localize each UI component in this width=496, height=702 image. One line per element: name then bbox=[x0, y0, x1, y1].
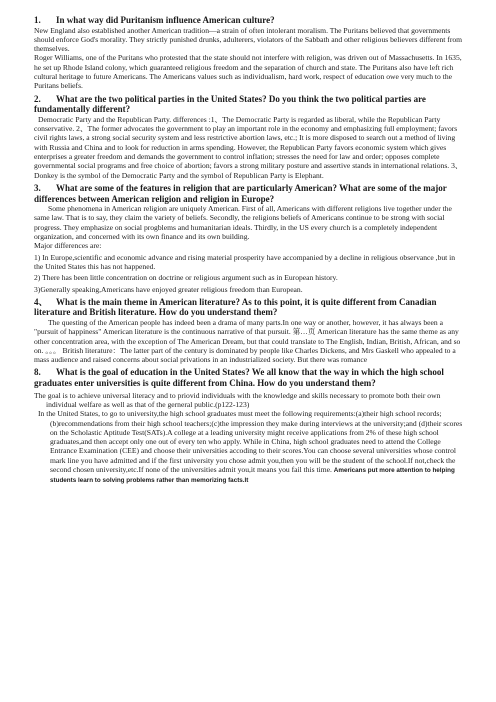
section-8-paragraph-2: In the United States, to go to university,the high school graduates must meet the following requirements:(a)their high school records;(b)recommendations from their high school teachers;(c)the impression they make during interviews at the university;and (d)their scores on the Scholastic Aptitude Test(SATs).A college at a leading university might receive applications from 2% of these high school graduates,and then accept only one out of every ten who apply. While in China, high school graduates need to attend the College Entrance Examination (CEE) and choose their universities accoding to their scores.You can choose several universities whose control mark line you have admitted and if the first university you chose admit you,then you will be the student of the school.If not,check the second chosen university,etc.If none of the universities admit you,it means you fail this time. bbox=[38, 409, 463, 475]
section-1-paragraph-1: New England also established another American tradition—a strain of often intolerant moralism. The Puritans believed that governments should enforce God's morality. They strictly punished drunks, adulterers, violators of the Sabbath and other religious believers different from themselves. bbox=[34, 25, 463, 54]
section-4-heading bbox=[34, 297, 466, 318]
section-4-paragraph-1: The questing of the American people has indeed been a drama of many parts.In one way or another, however, it has always been a "pursuit of happiness" American literature is the continuous narrative of that pursuit. 第…页 American literature has the same theme as any other concentration area, with the exception of The American Dream, but that could translate to The English, Indian, British, African, and so on. 。。。 British literature：The latter part of the century is dominated by people like Charles Dickens, and Mrs Gaskell who appealed to a mass audience and raised concerns about social privations in an industrialized society. But there was romance bbox=[34, 317, 461, 365]
section-8-paragraph-1: The goal is to achieve universal literacy and to priovid individuals with the knowledge and skills necessary to promote both their own individual welfare as well as that of the gerneral public.(p122-123) bbox=[34, 390, 441, 409]
section-2-paragraph-1: Democratic Party and the Republican Party. differences :1、The Democratic Party is regarded as liberal, while the Republican Party conservative. 2、The former advocates the government to play an important role in the economy and emphasizing full employment; favors civil rights laws, a strong social security system and less restrictive abortion laws, etc.; It is more disposed to search out a method of living with Russia and China and to look for reduction in arms spending. However, the Republican Party favors economic system which gives enterprises a greater freedom and demands the government to control inflation; stresses the need for law and order; opposes complete governmental social programs and free choice of abortion; favors a strong military posture and assertive stands in international relations. 3、Donkey is the symbol of the Democratic Party and the symbol of Republican Party is Elephant. bbox=[34, 114, 463, 180]
section-8-paragraph-2-wrap bbox=[38, 409, 466, 485]
section-3-number: 3. bbox=[34, 182, 41, 193]
section-2 bbox=[34, 94, 466, 180]
section-3 bbox=[34, 183, 466, 294]
section-1-paragraph-2: Roger Williams, one of the Puritans who protested that the state should not interfere with religion, was driven out of Massachusetts. In 1635, he set up Rhode Island colony, which guaranteed religious freedom and the separation of church and state. The Puritans also have left rich cultural heritage to future Americans. The Americans values such as individualism, hard work, respect of education owe very much to the Puritans beliefs. bbox=[34, 53, 462, 91]
section-1-title: In what way did Puritanism influence American culture? bbox=[56, 15, 275, 25]
section-4 bbox=[34, 297, 466, 365]
section-3-title: What are some of the features in religion that are particularly American? What are some of the major differences between American religion and religion in Europe? bbox=[34, 182, 447, 204]
section-3-difference-2: 2) There has been little concentration on doctrine or religious argument such as in European history. bbox=[34, 273, 338, 283]
section-8-heading bbox=[34, 367, 466, 388]
section-1 bbox=[34, 15, 466, 91]
section-3-heading bbox=[34, 183, 466, 204]
section-3-paragraph-1: Some phenomena in American religion are uniquely American. First of all, Americans with different religions live together under the same law. That is to say, they claim the variety of beliefs. Secondly, the religions beliefs of Americans continue to be strong with social progress. They emphasize on social progblems and humanitarian ideals. Thirdly, in the US every church is a completely independent organization, and concerned with its own finance and its own building. bbox=[34, 204, 452, 242]
section-8-number: 8. bbox=[34, 367, 41, 378]
section-8-title: What is the goal of education in the United States? We all know that the way in which the high school graduates enter universities is quite different from China. How do you understand them? bbox=[34, 367, 444, 389]
section-8-tail-note: Americans put more attention to helping students learn to solving problems rather than memorizing facts.It bbox=[50, 467, 455, 485]
section-8 bbox=[34, 367, 466, 485]
section-2-number: 2. bbox=[34, 93, 41, 104]
section-3-difference-1: 1) In Europe,scientific and economic advance and rising material prosperity have accompanied by a decline in religious observance ,but in the United States this has not happened. bbox=[34, 252, 456, 271]
section-2-title: What are the two political parties in the United States? Do you think the two political parties are fundamentally different? bbox=[34, 93, 426, 115]
section-4-title: What is the main theme in American literature? As to this point, it is quite different from Canadian literature and British literature. How do you understand them? bbox=[34, 296, 437, 318]
section-4-number: 4、 bbox=[34, 296, 48, 307]
section-2-heading bbox=[34, 94, 466, 115]
section-1-number: 1. bbox=[34, 15, 41, 25]
section-1-heading bbox=[34, 15, 466, 26]
section-3-paragraph-2: Major differences are: bbox=[34, 241, 102, 251]
section-3-difference-3: 3)Generally speaking,Americans have enjoyed greater religious freedom than European. bbox=[34, 284, 303, 294]
